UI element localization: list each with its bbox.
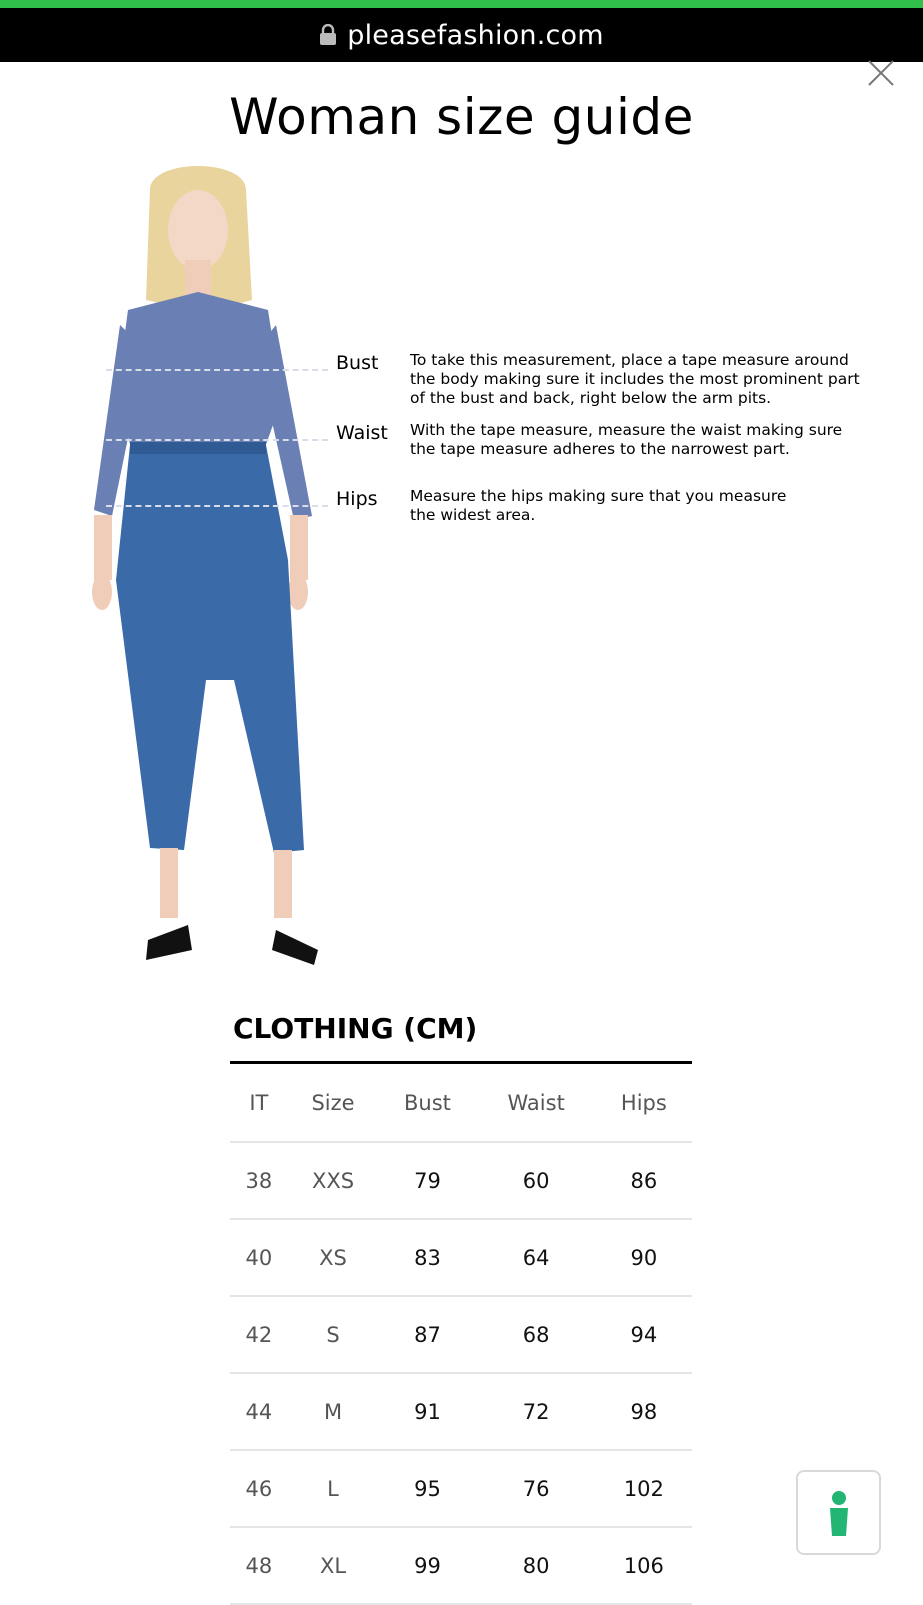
url-text: pleasefashion.com [347,19,604,51]
modal-title: Woman size guide [229,88,694,146]
cell-hips: 86 [596,1142,692,1219]
waist-description: With the tape measure, measure the waist making sure the tape measure adheres to the narrowest part. [410,421,843,458]
cell-size: XXS [288,1142,379,1219]
cell-size: S [288,1296,379,1373]
table-row [230,1142,692,1219]
cell-it: 48 [230,1527,288,1604]
cell-size: XL [288,1527,379,1604]
cell-hips: 98 [596,1373,692,1450]
cell-size: L [288,1450,379,1527]
cell-size: M [288,1373,379,1450]
cell-waist: 68 [477,1296,596,1373]
model-photo [88,160,348,990]
header-bust: Bust [378,1064,476,1142]
cell-bust: 83 [378,1219,476,1296]
cell-bust: 87 [378,1296,476,1373]
header-size: Size [288,1064,379,1142]
cell-hips: 102 [596,1450,692,1527]
cell-it: 46 [230,1450,288,1527]
browser-url-bar[interactable] [0,8,923,62]
cell-it: 44 [230,1373,288,1450]
cell-hips: 94 [596,1296,692,1373]
cell-size: XS [288,1219,379,1296]
close-icon[interactable] [866,58,896,88]
cell-bust: 99 [378,1527,476,1604]
cell-waist: 60 [477,1142,596,1219]
header-waist: Waist [477,1064,596,1142]
bust-label: Bust [336,352,379,374]
person-info-icon [824,1490,854,1536]
clothing-section-title: CLOTHING (CM) [233,1012,478,1045]
bust-description: To take this measurement, place a tape measure around the body making sure it includes the most prominent part of the bust and back, right below the arm pits. [410,351,860,407]
cell-bust: 79 [378,1142,476,1219]
cell-it: 42 [230,1296,288,1373]
table-header-row [230,1064,692,1142]
size-table [230,1064,692,1605]
header-it: IT [230,1064,288,1142]
table-row [230,1296,692,1373]
hips-label: Hips [336,488,378,510]
table-row [230,1450,692,1527]
table-row [230,1219,692,1296]
lock-icon [319,24,337,46]
waist-guide-line [106,439,328,441]
cell-it: 38 [230,1142,288,1219]
cell-waist: 76 [477,1450,596,1527]
waist-label: Waist [336,422,388,444]
table-row [230,1527,692,1604]
cell-it: 40 [230,1219,288,1296]
cell-bust: 91 [378,1373,476,1450]
cell-waist: 80 [477,1527,596,1604]
bust-guide-line [106,369,328,371]
cell-waist: 72 [477,1373,596,1450]
page-load-progress-bar [0,0,923,8]
cell-hips: 90 [596,1219,692,1296]
header-hips: Hips [596,1064,692,1142]
cell-hips: 106 [596,1527,692,1604]
cell-bust: 95 [378,1450,476,1527]
help-widget-button[interactable] [796,1470,881,1555]
cell-waist: 64 [477,1219,596,1296]
table-row [230,1373,692,1450]
hips-description: Measure the hips making sure that you measure the widest area. [410,487,787,524]
hips-guide-line [106,505,328,507]
